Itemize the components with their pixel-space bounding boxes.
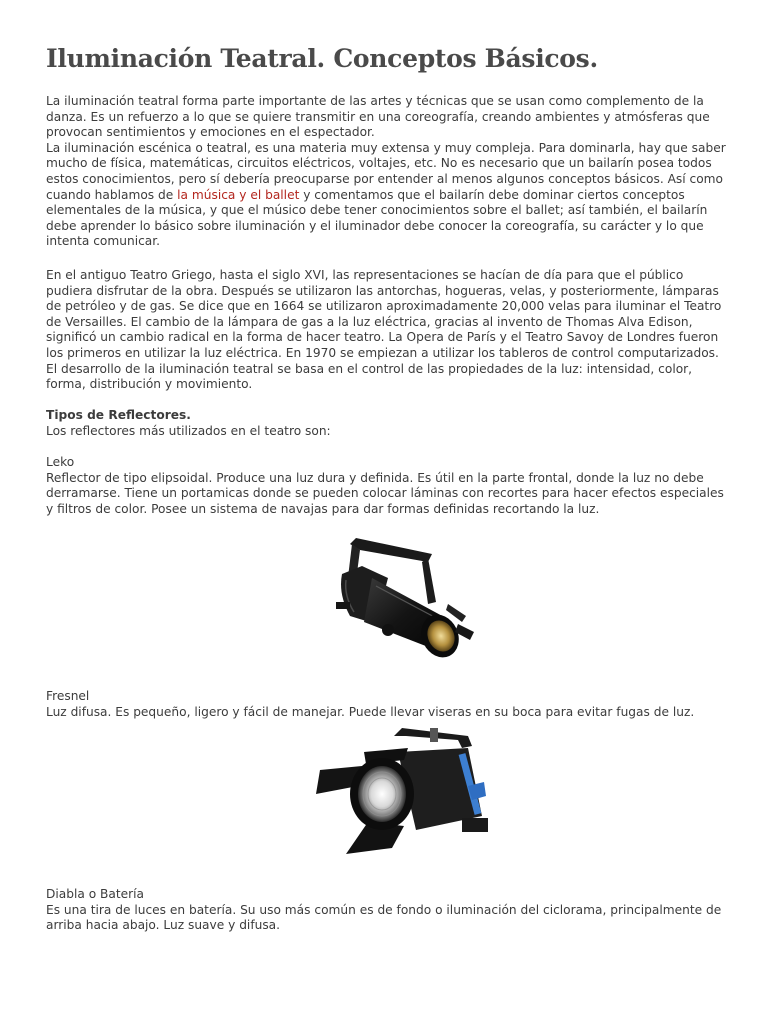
- types-intro: Los reflectores más utilizados en el teatro son:: [46, 423, 331, 438]
- types-section: [46, 408, 730, 439]
- diabla-description: Es una tira de luces en batería. Su uso más común es de fondo o iluminación del ciclorama, principalmente de arriba hacia abajo. Luz suave y difusa.: [46, 902, 722, 933]
- leko-description: Reflector de tipo elipsoidal. Produce una luz dura y definida. Es útil en la parte frontal, donde la luz no debe derramarse. Tiene un portamicas donde se pueden colocar láminas con recortes para hacer efectos especiales y filtros de color. Posee un sistema de navajas para dar formas definidas recortando la luz.: [46, 470, 724, 516]
- diabla-name: Diabla o Batería: [46, 887, 145, 901]
- leko-reflector-image: [328, 532, 478, 672]
- fresnel-reflector-image: [312, 726, 518, 856]
- leko-section: [46, 455, 730, 517]
- intro-paragraph-1: La iluminación teatral forma parte importante de las artes y técnicas que se usan como complemento de la danza. Es un refuerzo a lo que se quiere transmitir en una coreografía, creando ambientes y atmósferas que provocan sentimientos y emociones en el espectador.: [46, 94, 710, 140]
- history-section: [46, 268, 730, 393]
- history-paragraph: En el antiguo Teatro Griego, hasta el siglo XVI, las representaciones se hacían de día para que el público pudiera disfrutar de la obra. Después se utilizaron las antorchas, hogueras, velas, y posteriormente, lámparas de petróleo y de gas. Se dice que en 1664 se utilizaron aproximadamente 20,000 velas para iluminar el Teatro de Versailles. El cambio de la lámpara de gas a la luz eléctrica, gracias al invento de Thomas Alva Edison, significó un cambio radical en la forma de hacer teatro. La Opera de París y el Teatro Savoy de Londres fueron los primeros en utilizar la luz eléctrica. En 1970 se empiezan a utilizar los tableros de control computarizados. El desarrollo de la iluminación teatral se basa en el control de las propiedades de la luz: intensidad, color, forma, distribución y movimiento.: [46, 268, 722, 392]
- fresnel-name: Fresnel: [46, 689, 90, 703]
- music-ballet-link[interactable]: la música y el ballet: [177, 187, 300, 202]
- types-heading: Tipos de Reflectores.: [46, 408, 191, 422]
- intro-p2-text-before: La iluminación escénica o teatral, es una materia muy extensa y muy compleja. Para dominarla, hay que saber mucho de física, matemáticas, circuitos eléctricos, voltajes, etc. No es necesario que un bailarín posea todos estos conocimientos, pero sí debería preocuparse por entender al menos algunos conceptos básicos. Así como cuando hablamos de: [46, 140, 726, 202]
- diabla-section: [46, 887, 730, 934]
- fresnel-description: Luz difusa. Es pequeño, ligero y fácil de manejar. Puede llevar viseras en su boca para evitar fugas de luz.: [46, 704, 695, 719]
- leko-name: Leko: [46, 455, 75, 469]
- intro-p2-text-after: y comentamos que el bailarín debe dominar ciertos conceptos elementales de la música, y que el músico debe tener conocimientos sobre el ballet; así también, el bailarín debe aprender lo básico sobre iluminación y el iluminador debe conocer la coreografía, su carácter y lo que intenta comunicar.: [46, 187, 708, 249]
- page-title: Iluminación Teatral. Conceptos Básicos.: [46, 44, 598, 73]
- intro-section: [46, 94, 730, 250]
- fresnel-section: [46, 689, 730, 720]
- intro-paragraph-2: [46, 141, 730, 250]
